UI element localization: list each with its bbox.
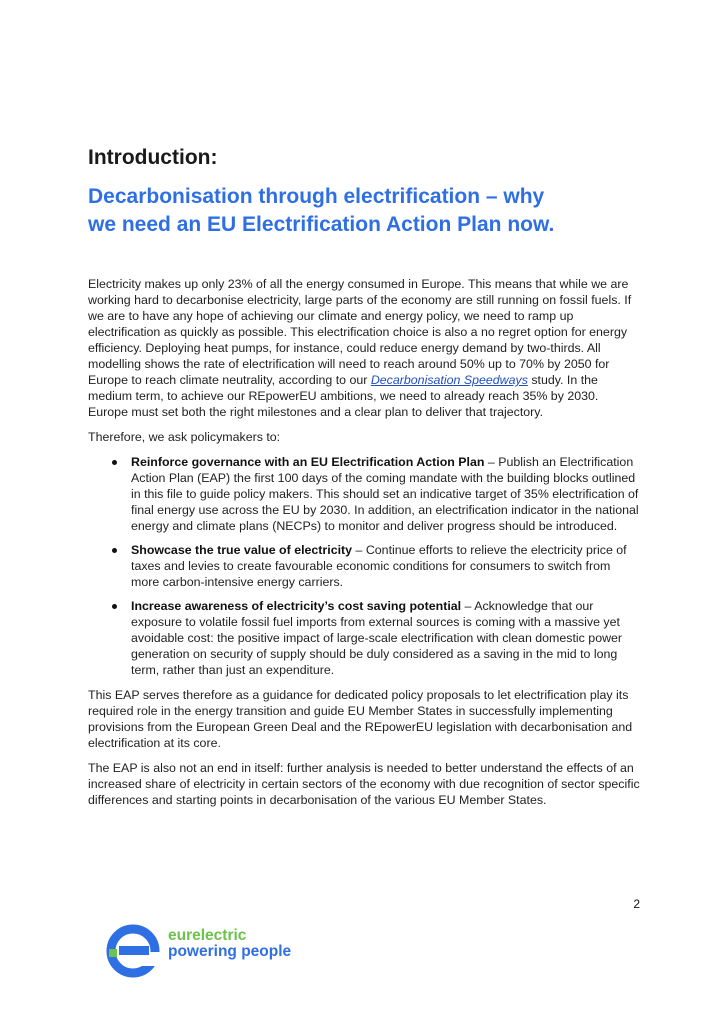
paragraph-1-start: Electricity makes up only 23% of all the energy consumed in Europe. This means that while we are working hard to decarbonise electricity, large parts of the economy are still running on fossil fuels. If we are to have any hope of achieving our climate and energy policy, we need to ramp up electrification as quickly as possible. This electrification choice is also a no regret option for energy efficiency. Deploying heat pumps, for instance, could reduce energy demand by two-thirds. All modelling shows the rate of electrification will need to reach around 50% up to 70% by 2050 for Europe to reach climate neutrality, according to our [88, 277, 632, 387]
bullet-icon [112, 548, 117, 553]
decarbonisation-speedways-link[interactable]: Decarbonisation Speedways [370, 373, 528, 387]
list-item-title: Showcase the true value of electricity [131, 543, 353, 557]
page-number: 2 [633, 897, 640, 911]
list-item [88, 542, 640, 590]
body-text [88, 276, 640, 817]
list-item-text: – Continue efforts to relieve the electricity price of taxes and levies to create favourable economic conditions for consumers to switch from more carbon-intensive energy carriers. [131, 543, 627, 589]
paragraph-4: The EAP is also not an end in itself: further analysis is needed to better understand the effects of an increased share of electricity in certain sectors of the economy with due recognition of sector specific differences and starting points in decarbonisation of the various EU Member States. [88, 761, 640, 807]
paragraph-3: This EAP serves therefore as a guidance for dedicated policy proposals to let electrification play its required role in the energy transition and guide EU Member States in successfully implementing provisions from the European Green Deal and the REpowerEU legislation with decarbonisation and electrification at its core. [88, 688, 633, 750]
logo-line-1: eurelectric [168, 927, 247, 944]
eurelectric-logo [106, 924, 306, 980]
paragraph-2: Therefore, we ask policymakers to: [88, 430, 281, 444]
logo-line-2: powering people [168, 943, 292, 960]
subheading-line-2: we need an EU Electrification Action Plan now. [88, 213, 555, 236]
page-heading: Introduction: [88, 146, 218, 169]
list-item-title: Increase awareness of electricity’s cost saving potential [131, 599, 462, 613]
subheading-line-1: Decarbonisation through electrification – why [88, 185, 545, 208]
paragraph-1 [88, 276, 640, 420]
logo-wordmark [168, 928, 291, 960]
bullet-icon [112, 604, 117, 609]
page-subheading [88, 183, 648, 239]
list-item-title: Reinforce governance with an EU Electrification Action Plan [131, 455, 485, 469]
paragraph-1-end: study. In the medium term, to achieve our REpowerEU ambitions, we need to already reach 35% by 2030. Europe must set both the right milestones and a clear plan to deliver that trajectory. [88, 373, 599, 419]
bullet-icon [112, 460, 117, 465]
list-item [88, 454, 640, 534]
list-item-text: – Publish an Electrification Action Plan (EAP) the first 100 days of the coming mandate with the building blocks outlined in this file to guide policy makers. This should set an indicative target of 35% electrification of final energy use across the EU by 2030. In addition, an electrification indicator in the national energy and climate plans (NECPs) to monitor and deliver progress should be introduced. [131, 455, 639, 533]
eurelectric-logo-icon [106, 924, 160, 978]
list-item-text: – Acknowledge that our exposure to volatile fossil fuel imports from external sources is coming with a massive yet avoidable cost: the positive impact of large-scale electrification with clean domestic power generation on security of supply should be duly considered as a saving in the mid to long term, rather than just an expenditure. [131, 599, 623, 677]
list-item [88, 598, 640, 678]
policy-ask-list [88, 454, 640, 678]
